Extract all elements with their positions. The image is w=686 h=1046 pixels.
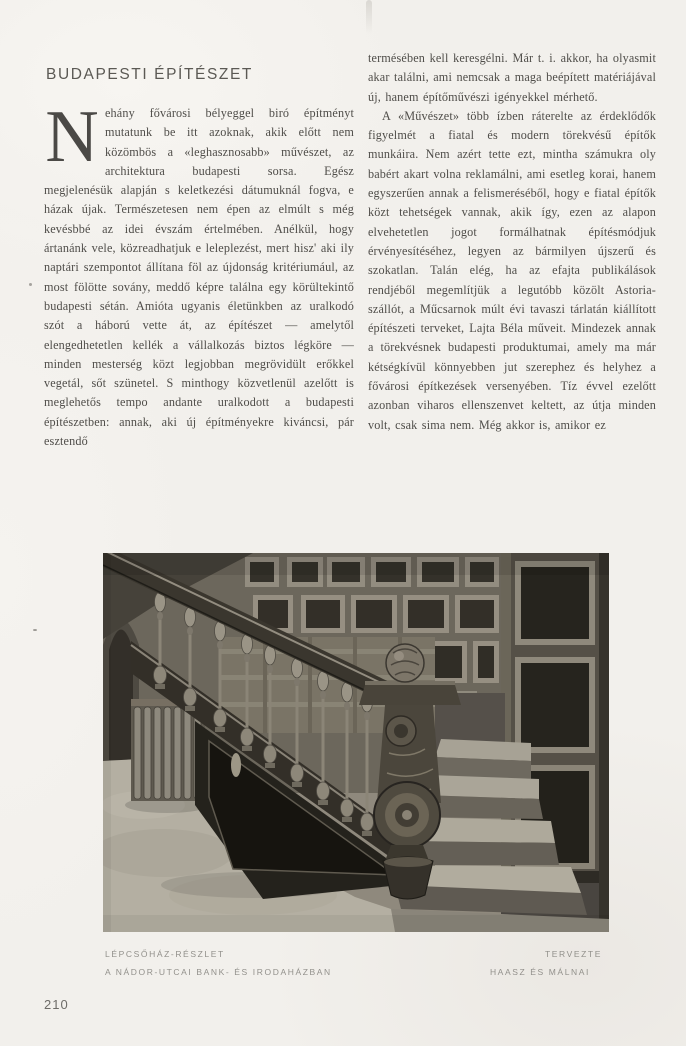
article-column-right bbox=[368, 49, 656, 435]
scan-speck bbox=[29, 283, 32, 286]
article-paragraph bbox=[44, 96, 354, 451]
article-text-left: ehány fővárosi bélyeggel biró építményt mutatunk be itt azoknak, akik előtt nem közömbös a «leghasznosabb» művészet, az architektura budapesti sorsa. Egész megjelenésük alapján s keletkezési dátumuknál fogva, e házak újak. Természetesen nem épen az elmúlt s még kevésbbé az idei évszám értelmében. Anélkül, hogy ártanánk vele, közreadhatjuk e leleplezést, mert hisz' aki ily naptári szempontot állítana föl az újdonság kritériumául, az most fölötte sovány, meddő képre találna egy körültekintő budapesti sétán. Amióta ugyanis életünkben az uralkodó szót a háború vette át, az építészet — amelytől elengedhetetlen kellék a vállalkozás biztos légköre — minden mesterség közt legjobban megrövidült erőkkel vegetál, sőt szünetel. S minthogy közvetlenül azelőtt is meglehetős tempo andante uralkodott a budapesti építészetben: annak, aki új építményekre kiváncsi, pár esztendő bbox=[44, 106, 354, 449]
article-column-left bbox=[44, 96, 354, 451]
caption-right-line1: TERVEZTE bbox=[544, 949, 602, 959]
caption-left-line2: A NÁDOR-UTCAI BANK- ÉS IRODAHÁZBAN bbox=[105, 966, 332, 977]
dropcap-letter: N bbox=[45, 96, 99, 178]
scan-speck bbox=[33, 629, 37, 631]
figure-caption-left bbox=[105, 946, 332, 981]
caption-left-line1: LÉPCSŐHÁZ-RÉSZLET bbox=[105, 949, 225, 959]
scan-smudge bbox=[366, 0, 372, 34]
staircase-photo bbox=[103, 553, 609, 932]
staircase-photo-art bbox=[103, 553, 609, 932]
article-paragraph-two: A «Művészet» több ízben ráterelte az érdeklődők figyelmét a fiatal és modern törekvésű építők munkáira. Nem azért tette ezt, mintha számukra oly babért akart volna reklamálni, ami esetleg korai, hanem egyszerűen annak a felismeréséből, hogy e fiatal építők közt tehetségek vannak, akik így, ezen az alapon elvehetetlen jogot formálhatnak építésmódjuk érvényesítéséhez, legyen az bármilyen újszerű és szokatlan. Talán elég, ha az efajta publikálások rendjéből megemlítjük a legutóbb közölt Astoria-szállót, a Műcsarnok múlt évi tavaszi tárlatán kiállított építészeti terveket, Lajta Béla műveit. Mindezek annak a törekvésnek budapesti produktumai, amely ma már kétségkívül könnyebben jut szerephez és helyhez a fővárosi építkezések versenyében. Tíz évvel ezelőtt azonban viharos ellenszenvet keltett, az útja minden volt, csak sima nem. Még akkor is, amikor ez bbox=[368, 108, 656, 432]
article-paragraph-continuation: termésében kell keresgélni. Már t. i. akkor, ha olyasmit akar találni, ami nemcsak a maga beépített matériájával új, hanem építőművészi igényekkel mérhető. bbox=[368, 51, 656, 104]
figure-caption-right bbox=[490, 946, 602, 981]
page-number: 210 bbox=[44, 997, 69, 1012]
page-title: BUDAPESTI ÉPÍTÉSZET bbox=[46, 66, 253, 84]
carved-rosette bbox=[386, 644, 424, 682]
caption-right-line2: HAASZ ÉS MÁLNAI bbox=[489, 966, 590, 977]
